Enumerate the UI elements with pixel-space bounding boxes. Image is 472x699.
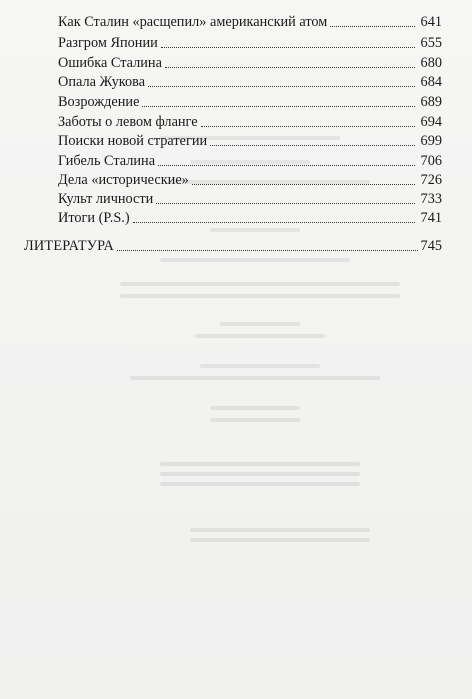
toc-entry[interactable] bbox=[58, 188, 442, 208]
toc-entry[interactable] bbox=[58, 11, 442, 31]
toc-entry-title: Как Сталин «расщепил» американский атом bbox=[58, 14, 328, 30]
toc-entry[interactable] bbox=[58, 130, 442, 150]
toc-entry[interactable] bbox=[58, 32, 442, 52]
toc-entry-title: Поиски новой стратегии bbox=[58, 133, 208, 149]
toc-entry-title: Заботы о левом фланге bbox=[58, 114, 198, 130]
dot-leader bbox=[158, 164, 415, 166]
toc-entry-page: 726 bbox=[420, 172, 442, 188]
toc-entry-title: Гибель Сталина bbox=[58, 153, 156, 169]
toc-entry[interactable] bbox=[58, 91, 442, 111]
toc-entry-title: Ошибка Сталина bbox=[58, 55, 162, 71]
dot-leader bbox=[201, 125, 415, 127]
toc-entry-title: Разгром Японии bbox=[58, 35, 158, 51]
toc-entry-page: 684 bbox=[420, 74, 442, 90]
dot-leader bbox=[161, 46, 415, 48]
toc-entry-title: Итоги (P.S.) bbox=[58, 210, 130, 226]
toc-main-entry-title: ЛИТЕРАТУРА bbox=[24, 238, 114, 254]
toc-entry-page: 741 bbox=[420, 210, 442, 226]
toc-main-entry[interactable] bbox=[24, 235, 442, 255]
dot-leader bbox=[192, 183, 415, 185]
toc-entry-page: 699 bbox=[420, 133, 442, 149]
toc-entry[interactable] bbox=[58, 207, 442, 227]
dot-leader bbox=[165, 66, 415, 68]
toc-entry-page: 655 bbox=[420, 35, 442, 51]
toc-entry[interactable] bbox=[58, 71, 442, 91]
toc-entry-page: 689 bbox=[420, 94, 442, 110]
toc-entry-page: 706 bbox=[420, 153, 442, 169]
dot-leader bbox=[142, 105, 415, 107]
toc-main-entry-page: 745 bbox=[420, 238, 442, 254]
toc-entry-page: 680 bbox=[420, 55, 442, 71]
dot-leader bbox=[330, 25, 415, 27]
toc-entry-title: Возрождение bbox=[58, 94, 140, 110]
toc-entry-title: Культ личности bbox=[58, 191, 154, 207]
toc-entry-title: Опала Жукова bbox=[58, 74, 146, 90]
dot-leader bbox=[148, 85, 415, 87]
toc-entry[interactable] bbox=[58, 111, 442, 131]
dot-leader bbox=[156, 202, 415, 204]
toc-entry-title: Дела «исторические» bbox=[58, 172, 189, 188]
toc-entry-page: 694 bbox=[420, 114, 442, 130]
toc-entry-page: 733 bbox=[420, 191, 442, 207]
toc-entry[interactable] bbox=[58, 169, 442, 189]
dot-leader bbox=[133, 221, 415, 223]
toc-entry[interactable] bbox=[58, 150, 442, 170]
toc-entry-page: 641 bbox=[420, 14, 442, 30]
dot-leader bbox=[210, 144, 415, 146]
toc-entry[interactable] bbox=[58, 52, 442, 72]
dot-leader bbox=[117, 249, 418, 251]
